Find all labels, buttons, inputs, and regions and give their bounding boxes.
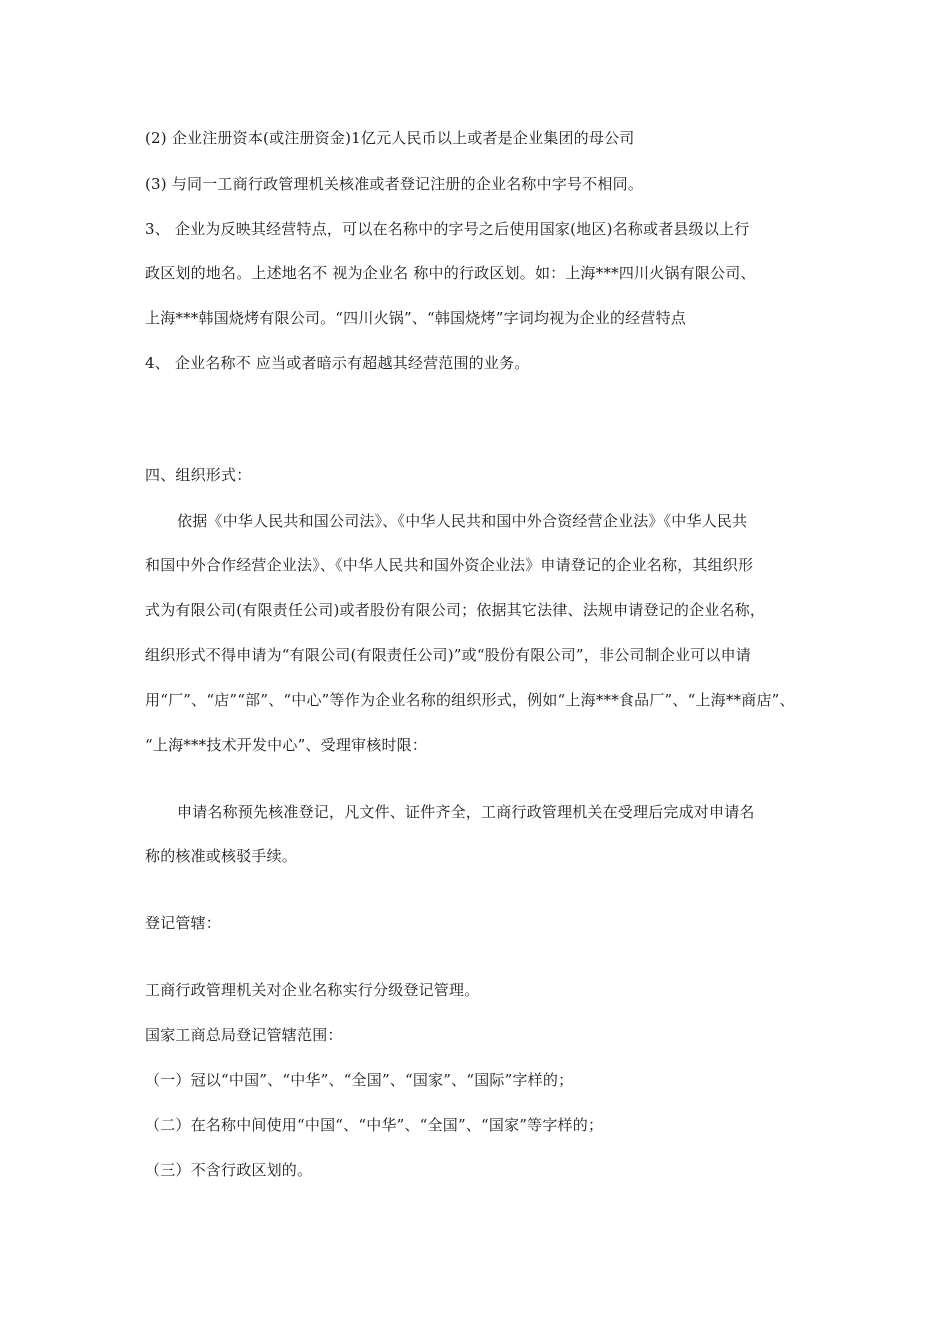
- list-item: （三）不含行政区划的。: [145, 1161, 313, 1179]
- paragraph-line: 3、 企业为反映其经营特点，可以在名称中的字号之后使用国家(地区)名称或者县级以上行: [145, 220, 750, 238]
- paragraph-line: 4、 企业名称不 应当或者暗示有超越其经营范围的业务。: [145, 354, 530, 372]
- paragraph-line: 上海***韩国烧烤有限公司。“四川火锅”、“韩国烧烤”字词均视为企业的经营特点: [145, 309, 686, 327]
- paragraph-line: (3) 与同一工商行政管理机关核准或者登记注册的企业名称中字号不相同。: [145, 175, 644, 193]
- paragraph-line: 式为有限公司(有限责任公司)或者股份有限公司；依据其它法律、法规申请登记的企业名称，: [145, 601, 766, 619]
- section-heading: 登记管辖：: [145, 914, 222, 932]
- paragraph-line: 政区划的地名。上述地名不 视为企业名 称中的行政区划。如：上海***四川火锅有限公司、: [145, 264, 756, 282]
- paragraph-line: 用“厂”、“店”“部”、“中心”等作为企业名称的组织形式，例如“上海***食品厂”、“上海**商店”、: [145, 691, 795, 709]
- list-item: （一）冠以“中国”、“中华”、“全国”、“国家”、“国际”字样的；: [145, 1071, 574, 1089]
- paragraph-line: 申请名称预先核准登记，凡文件、证件齐全，工商行政管理机关在受理后完成对申请名: [177, 803, 755, 821]
- paragraph-line: 依据《中华人民共和国公司法》、《中华人民共和国中外合资经营企业法》《中华人民共: [177, 512, 748, 530]
- paragraph-line: (2) 企业注册资本(或注册资金)1亿元人民币以上或者是企业集团的母公司: [145, 129, 635, 147]
- paragraph-line: “上海***技术开发中心”、受理审核时限：: [145, 736, 428, 754]
- paragraph-line: 和国中外合作经营企业法》、《中华人民共和国外资企业法》申请登记的企业名称，其组织形: [145, 556, 754, 574]
- paragraph-line: 工商行政管理机关对企业名称实行分级登记管理。: [145, 981, 480, 999]
- section-heading: 四、组织形式：: [145, 466, 252, 484]
- paragraph-line: 组织形式不得申请为“有限公司(有限责任公司)”或“股份有限公司”，非公司制企业可以申请: [145, 646, 751, 664]
- paragraph-line: 国家工商总局登记管辖范围：: [145, 1026, 343, 1044]
- list-item: （二）在名称中间使用“中国“、“中华”、“全国”、“国家”等字样的；: [145, 1116, 604, 1134]
- paragraph-line: 称的核准或核驳手续。: [145, 847, 298, 865]
